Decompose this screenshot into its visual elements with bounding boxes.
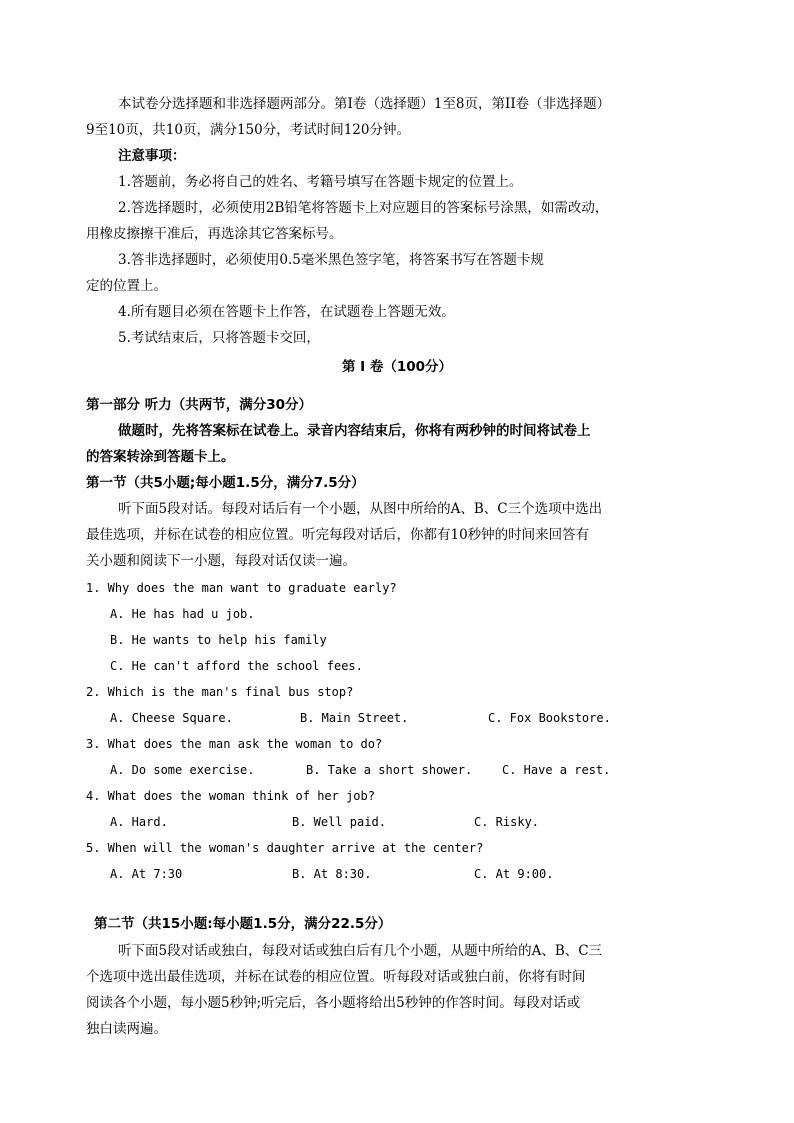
notice-title: 注意事项： <box>118 148 186 164</box>
section1-desc-line-1: 听下面5段对话。每段对话后有一个小题，从图中所给的A、B、C三个选项中选出 <box>118 501 603 517</box>
part1-desc-line-2: 的答案转涂到答题卡上。 <box>86 449 235 465</box>
question-5: 5. When will the woman's daughter arrive at the center? <box>86 841 484 855</box>
question-3-option-b: B. Take a short shower. <box>306 763 473 777</box>
section2-desc-line-2: 个选项中选出最佳选项，并标在试卷的相应位置。听每段对话或独白前，你将有时间 <box>86 969 586 985</box>
question-2-option-a: A. Cheese Square. <box>110 711 233 725</box>
notice-item-4: 4.所有题目必须在答题卡上作答，在试题卷上答题无效。 <box>118 304 455 320</box>
question-1-option-b: B. He wants to help his family <box>110 633 327 647</box>
section2-desc-line-4: 独白读两遍。 <box>86 1021 167 1037</box>
section2-title: 第二节（共15小题:每小题1.5分，满分22.5分） <box>94 916 392 932</box>
notice-item-3-line-2: 定的位置上。 <box>86 278 167 294</box>
question-5-option-b: B. At 8:30. <box>292 867 372 881</box>
volume-title: 第 I 卷（100分） <box>341 359 453 375</box>
question-3-option-a: A. Do some exercise. <box>110 763 255 777</box>
question-3-option-c: C. Have a rest. <box>502 763 611 777</box>
notice-item-1: 1.答题前，务必将自己的姓名、考籍号填写在答题卡规定的位置上。 <box>118 174 523 190</box>
notice-item-2-line-1: 2.答选择题时，必须使用2B铅笔将答题卡上对应题目的答案标号涂黑，如需改动， <box>118 200 609 216</box>
question-4: 4. What does the woman think of her job? <box>86 789 375 803</box>
question-1: 1. Why does the man want to graduate early? <box>86 581 397 595</box>
section1-title: 第一节（共5小题;每小题1.5分，满分7.5分） <box>86 475 365 491</box>
question-4-option-a: A. Hard. <box>110 815 168 829</box>
part1-title: 第一部分 听力（共两节，满分30分） <box>86 397 312 413</box>
notice-item-2-line-2: 用橡皮擦擦干准后，再选涂其它答案标号。 <box>86 226 343 242</box>
question-4-option-c: C. Risky. <box>474 815 540 829</box>
question-2-option-c: C. Fox Bookstore. <box>488 711 611 725</box>
question-2: 2. Which is the man's final bus stop? <box>86 685 354 699</box>
section2-desc-line-1: 听下面5段对话或独白，每段对话或独白后有几个小题，从题中所给的A、B、C三 <box>118 943 603 959</box>
part1-desc-line-1: 做题时，先将答案标在试卷上。录音内容结束后，你将有两秒钟的时间将试卷上 <box>118 423 591 439</box>
question-4-option-b: B. Well paid. <box>292 815 386 829</box>
notice-item-5: 5.考试结束后，只将答题卡交回， <box>118 330 320 346</box>
question-1-option-c: C. He can't afford the school fees. <box>110 659 363 673</box>
question-3: 3. What does the man ask the woman to do? <box>86 737 383 751</box>
section2-desc-line-3: 阅读各个小题，每小题5秒钟;听完后，各小题将给出5秒钟的作答时间。每段对话或 <box>86 995 581 1011</box>
intro-line-1: 本试卷分选择题和非选择题两部分。第I卷（选择题）1至8页，第II卷（非选择题） <box>118 96 611 112</box>
intro-line-2: 9至10页，共10页，满分150分，考试时间120分钟。 <box>86 122 410 138</box>
section1-desc-line-2: 最佳选项，并标在试卷的相应位置。听完每段对话后，你都有10秒钟的时间来回答有 <box>86 527 590 543</box>
question-5-option-c: C. At 9:00. <box>474 867 554 881</box>
section1-desc-line-3: 关小题和阅读下一小题，每段对话仅读一遍。 <box>86 553 356 569</box>
question-1-option-a: A. He has had u job. <box>110 607 255 621</box>
question-2-option-b: B. Main Street. <box>300 711 409 725</box>
question-5-option-a: A. At 7:30 <box>110 867 183 881</box>
notice-item-3-line-1: 3.答非选择题时，必须使用0.5毫米黑色签字笔，将答案书写在答题卡规 <box>118 252 544 268</box>
